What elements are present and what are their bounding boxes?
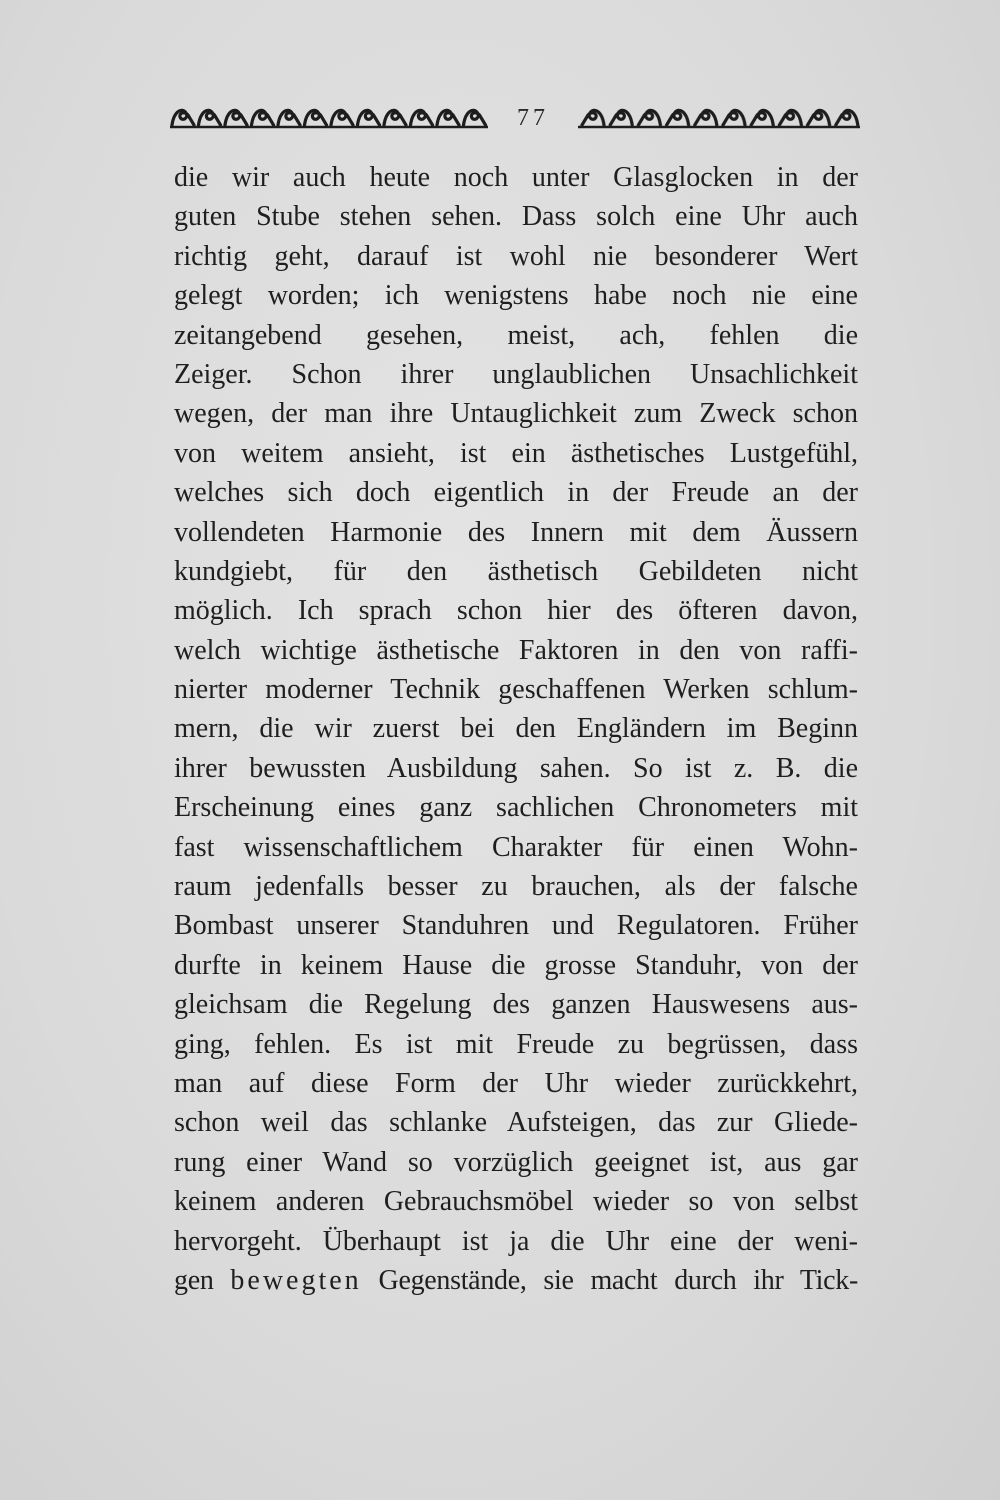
text-line: ihrer bewussten Ausbildung sahen. So ist z. B. die: [174, 752, 858, 784]
text-line: nierter moderner Technik geschaffenen Werken schlum-: [174, 674, 858, 706]
text-line: zeitangebend gesehen, meist, ach, fehlen die: [174, 319, 858, 351]
ornament-right-icon: [578, 103, 860, 133]
text-segment: Gegenstände, sie macht durch ihr Tick-: [361, 1264, 858, 1296]
text-line: mern, die wir zuerst bei den Engländern im Beginn: [174, 713, 858, 745]
text-line: kundgiebt, für den ästhetisch Gebildeten nicht: [174, 555, 858, 587]
text-line: vollendeten Harmonie des Innern mit dem Äussern: [174, 516, 858, 548]
text-segment: gen: [174, 1264, 231, 1296]
text-line: die wir auch heute noch unter Glasglocken in der: [174, 162, 858, 193]
text-line-last: [174, 1261, 858, 1300]
text-line: welch wichtige ästhetische Faktoren in den von raffi-: [174, 634, 858, 666]
text-line: richtig geht, darauf ist wohl nie besonderer Wert: [174, 240, 858, 272]
text-line: man auf diese Form der Uhr wieder zurückkehrt,: [174, 1067, 858, 1099]
ornament-left-icon: [170, 103, 488, 133]
running-header: [170, 96, 860, 140]
emphasized-word: bewegten: [230, 1264, 362, 1296]
text-line: durfte in keinem Hause die grosse Standuhr, von der: [174, 949, 858, 981]
text-line: von weitem ansieht, ist ein ästhetisches Lustgefühl,: [174, 437, 858, 469]
text-line: gleichsam die Regelung des ganzen Hauswesens aus-: [174, 989, 858, 1021]
body-text: [174, 158, 858, 1300]
text-line: Zeiger. Schon ihrer unglaublichen Unsachlichkeit: [174, 358, 858, 390]
text-line: rung einer Wand so vorzüglich geeignet ist, aus gar: [174, 1146, 858, 1178]
text-line: Erscheinung eines ganz sachlichen Chronometers mit: [174, 792, 858, 824]
text-line: möglich. Ich sprach schon hier des öfteren davon,: [174, 595, 858, 627]
text-line: hervorgeht. Überhaupt ist ja die Uhr eine der weni-: [174, 1225, 858, 1257]
text-line: schon weil das schlanke Aufsteigen, das zur Gliede-: [174, 1107, 858, 1139]
text-line: fast wissenschaftlichem Charakter für einen Wohn-: [174, 831, 858, 863]
text-line: raum jedenfalls besser zu brauchen, als der falsche: [174, 871, 858, 903]
text-line: gelegt worden; ich wenigstens habe noch nie eine: [174, 280, 858, 312]
text-line: ging, fehlen. Es ist mit Freude zu begrüssen, dass: [174, 1028, 858, 1060]
text-line: wegen, der man ihre Untauglichkeit zum Zweck schon: [174, 398, 858, 430]
text-line: welches sich doch eigentlich in der Freude an der: [174, 477, 858, 509]
page-number: 77: [517, 104, 549, 131]
text-line: keinem anderen Gebrauchsmöbel wieder so von selbst: [174, 1186, 858, 1218]
text-line: guten Stube stehen sehen. Dass solch eine Uhr auch: [174, 201, 858, 233]
text-line: Bombast unserer Standuhren und Regulatoren. Früher: [174, 910, 858, 942]
